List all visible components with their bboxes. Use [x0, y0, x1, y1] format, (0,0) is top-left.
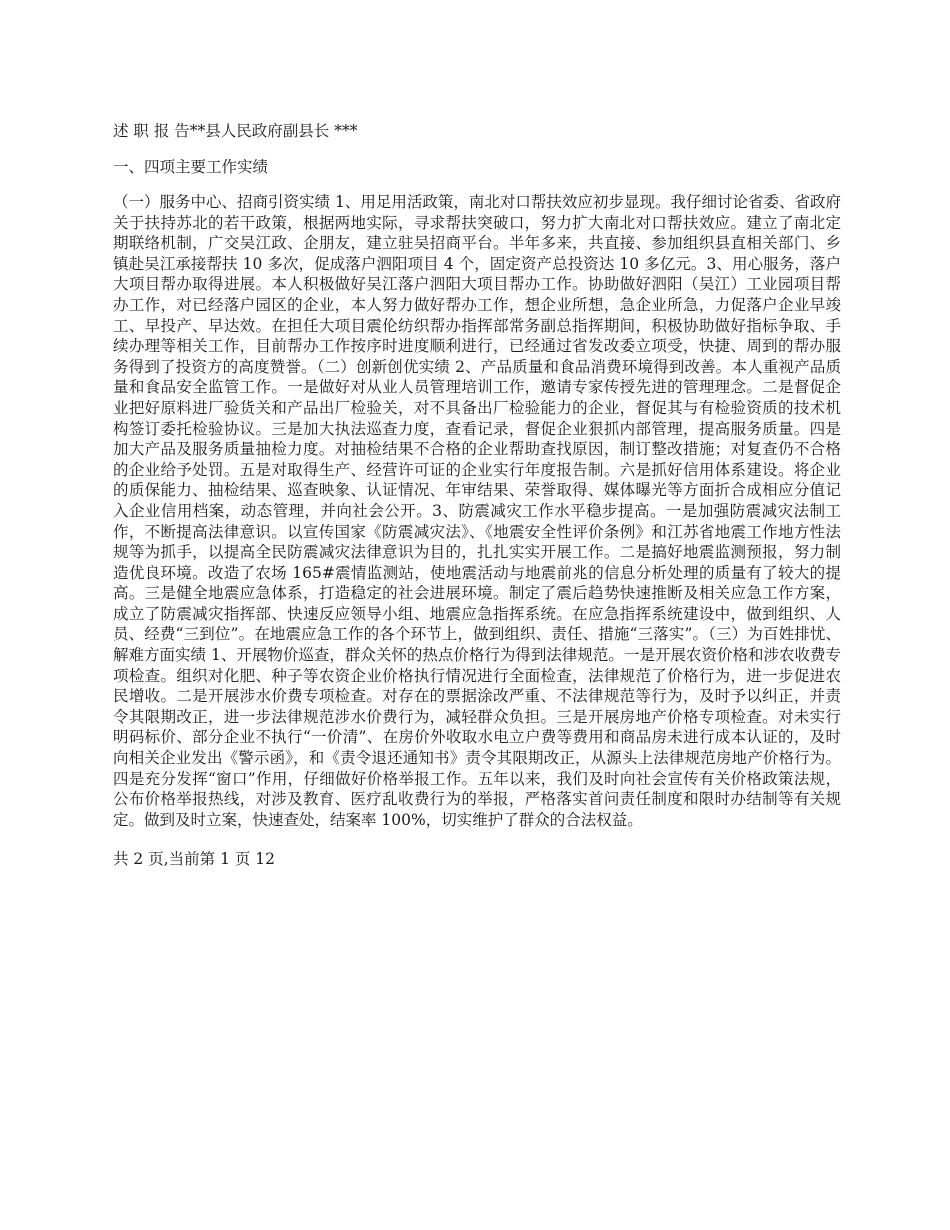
page-footer: 共 2 页,当前第 1 页 12 — [113, 850, 276, 869]
document-page — [113, 120, 841, 870]
body-paragraph: （一）服务中心、招商引资实绩 1、用足用活政策，南北对口帮扶效应初步显现。我仔细讨论省委、省政府关于扶持苏北的若干政策，根据两地实际，寻求帮扶突破口，努力扩大南北对口帮扶效应。建立了南北定期联络机制，广交吴江政、企朋友，建立驻吴招商平台。半年多来，共直接、参加组织县直相关部门、乡镇赴吴江承接帮扶 10 多次，促成落户泗阳项目 4 个，固定资产总投资达 10 多亿元。3、用心服务，落户大项目帮办取得进展。本人积极做好吴江落户泗阳大项目帮办工作。协助做好泗阳（吴江）工业园项目帮办工作，对已经落户园区的企业，本人努力做好帮办工作，想企业所想，急企业所急，力促落户企业早竣工、早投产、早达效。在担任大项目震伦纺织帮办指挥部常务副总指挥期间，积极协助做好指标争取、手续办理等相关工作，目前帮办工作按序时进度顺利进行，已经通过省发改委立项受，快捷、周到的帮办服务得到了投资方的高度赞誉。（二）创新创优实绩 2、产品质量和食品消费环境得到改善。本人重视产品质量和食品安全监管工作。一是做好对从业人员管理培训工作，邀请专家传授先进的管理理念。二是督促企业把好原料进厂验货关和产品出厂检验关，对不具备出厂检验能力的企业，督促其与有检验资质的技术机构签订委托检验协议。三是加大执法巡查力度，查看记录，督促企业狠抓内部管理，提高服务质量。四是加大产品及服务质量抽检力度。对抽检结果不合格的企业帮助查找原因，制订整改措施；对复查仍不合格的企业给予处罚。五是对取得生产、经营许可证的企业实行年度报告制。六是抓好信用体系建设。将企业的质保能力、抽检结果、巡查映象、认证情况、年审结果、荣誉取得、媒体曝光等方面折合成相应分值记入企业信用档案，动态管理，并向社会公开。3、防震减灾工作水平稳步提高。一是加强防震减灾法制工作，不断提高法律意识。以宣传国家《防震减灾法》、《地震安全性评价条例》和江苏省地震工作地方性法规等为抓手，以提高全民防震减灾法律意识为目的，扎扎实实开展工作。二是搞好地震监测预报，努力制造优良环境。改造了农场 165#震情监测站，使地震活动与地震前兆的信息分析处理的质量有了较大的提高。三是健全地震应急体系，打造稳定的社会进展环境。制定了震后趋势快速推断及相关应急工作方案，成立了防震减灾指挥部、快速反应领导小组、地震应急指挥系统。在应急指挥系统建设中，做到组织、人员、经费“三到位”。在地震应急工作的各个环节上，做到组织、责任、措施“三落实”。（三）为百姓排忧、解难方面实绩 1、开展物价巡查，群众关怀的热点价格行为得到法律规范。一是开展农资价格和涉农收费专项检查。组织对化肥、种子等农资企业价格执行情况进行全面检查，法律规范了价格行为，进一步促进农民增收。二是开展涉水价费专项检查。对存在的票据涂改严重、不法律规范等行为，及时予以纠正，并责令其限期改正，进一步法律规范涉水价费行为，减轻群众负担。三是开展房地产价格专项检查。对未实行明码标价、部分企业不执行“一价清”、在房价外收取水电立户费等费用和商品房未进行成本认证的，及时向相关企业发出《警示函》，和《责令退还通知书》责令其限期改正，从源头上法律规范房地产价格行为。四是充分发挥“窗口”作用，仔细做好价格举报工作。五年以来，我们及时向社会宣传有关价格政策法规，公布价格举报热线，对涉及教育、医疗乱收费行为的举报，严格落实首问责任制度和限时办结制等有关规定。做到及时立案，快速查处，结案率 100%，切实维护了群众的合法权益。 — [113, 193, 841, 829]
section-heading: 一、四项主要工作实绩 — [113, 158, 269, 176]
document-title: 述 职 报 告**县人民政府副县长 *** — [113, 122, 358, 140]
